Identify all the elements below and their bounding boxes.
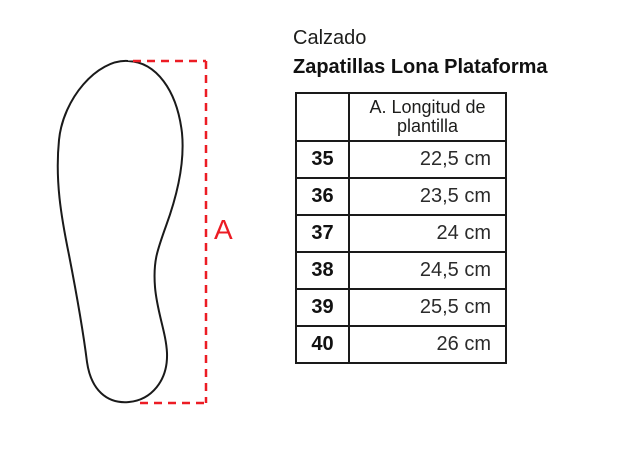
header-length-cell: A. Longitud de plantilla: [349, 93, 506, 141]
table-row: [296, 289, 506, 326]
table-row: [296, 141, 506, 178]
size-table: [295, 92, 507, 364]
header-size-cell: [296, 93, 349, 141]
size-value: 39: [296, 289, 349, 326]
insole-measurement-diagram: [0, 0, 260, 467]
table-row: [296, 178, 506, 215]
size-value: 38: [296, 252, 349, 289]
dimension-label-a: A: [214, 214, 233, 245]
table-row: [296, 252, 506, 289]
table-row: [296, 215, 506, 252]
length-value: 23,5 cm: [349, 178, 506, 215]
size-value: 35: [296, 141, 349, 178]
length-value: 24 cm: [349, 215, 506, 252]
length-value: 25,5 cm: [349, 289, 506, 326]
length-value: 24,5 cm: [349, 252, 506, 289]
size-value: 37: [296, 215, 349, 252]
insole-outline: [58, 61, 183, 402]
table-header-row: [296, 93, 506, 141]
title-block: [293, 24, 548, 82]
length-value: 26 cm: [349, 326, 506, 363]
product-title: Zapatillas Lona Plataforma: [293, 56, 548, 78]
size-value: 40: [296, 326, 349, 363]
size-value: 36: [296, 178, 349, 215]
length-value: 22,5 cm: [349, 141, 506, 178]
table-row: [296, 326, 506, 363]
category-title: Calzado: [293, 27, 367, 49]
